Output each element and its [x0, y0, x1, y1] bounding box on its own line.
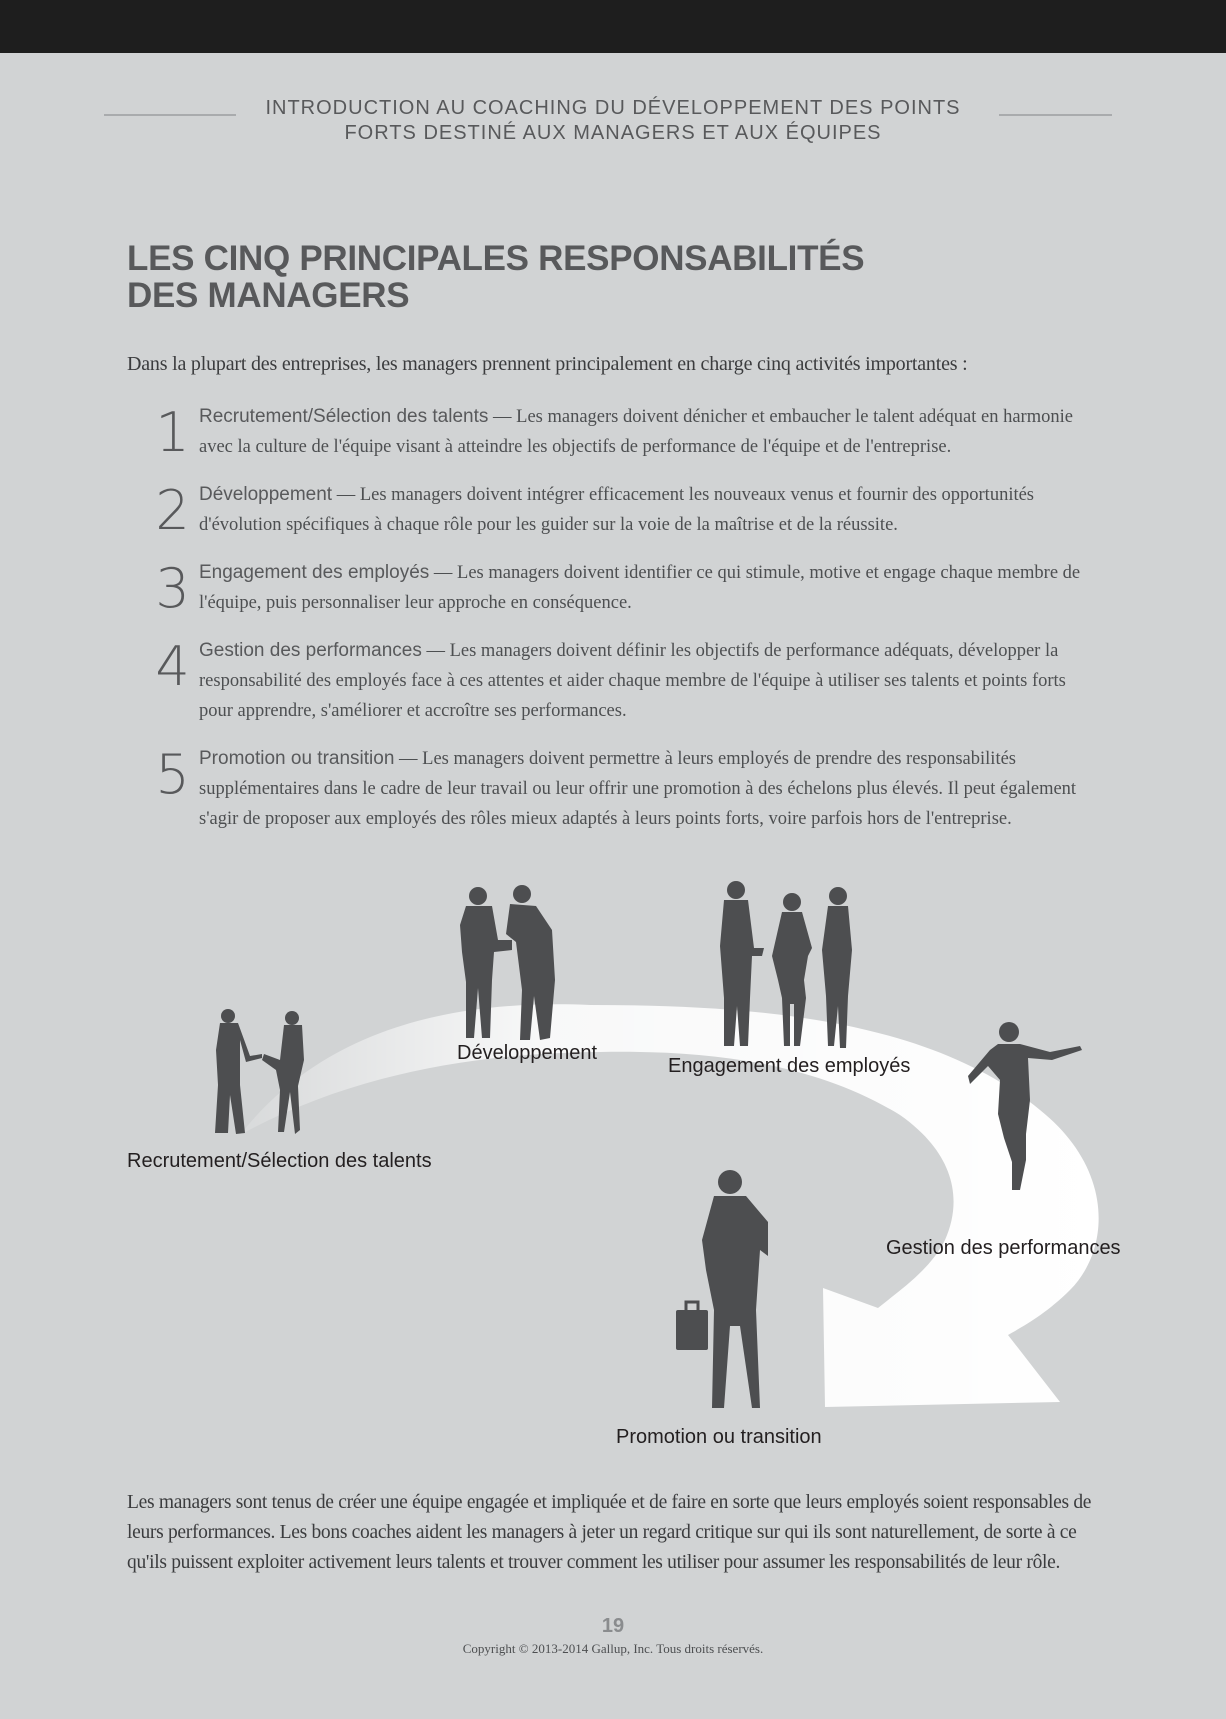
item-text [199, 402, 1099, 462]
page-title [127, 240, 864, 314]
item-number: 5 [155, 743, 190, 806]
header-rule-left [104, 114, 236, 116]
running-header-line1: INTRODUCTION AU COACHING DU DÉVELOPPEMENT DES POINTS [265, 97, 961, 119]
item-description: — Les managers doivent dénicher et embaucher le talent adéquat en harmonie avec la culture de l'équipe visant à atteindre les objectifs de performance de l'équipe et de l'entreprise. [199, 407, 1073, 457]
diagram-label-performance: Gestion des performances [886, 1237, 1121, 1259]
item-number: 1 [155, 401, 190, 464]
closing-paragraph: Les managers sont tenus de créer une équipe engagée et impliquée et de faire en sorte que leurs employés soient responsables de leurs performances. Les bons coaches aident les managers à jeter un regard critique sur qui ils sont naturellement, de sorte à ce qu'ils puissent exploiter activement leurs talents et trouver comment les utiliser pour assumer les responsabilités de leur rôle. [127, 1492, 1092, 1573]
item-number: 4 [155, 635, 190, 698]
item-description: — Les managers doivent identifier ce qui stimule, motive et engage chaque membre de l'équipe, puis personnaliser leur approche en conséquence. [199, 563, 1081, 613]
businessman-icon [676, 1170, 768, 1408]
item-text [199, 636, 1099, 726]
item-description: — Les managers doivent permettre à leurs employés de prendre des responsabilités supplémentaires dans le cadre de leur travail ou leur offrir une promotion à des échelons plus élevés. Il peut également s'agir de proposer aux employés des rôles mieux adaptés à leurs points forts, voire parfois hors de l'entreprise. [199, 749, 1077, 829]
running-header [250, 96, 976, 146]
top-bar [0, 0, 1226, 53]
diagram-label-engagement: Engagement des employés [668, 1055, 911, 1077]
item-heading: Promotion ou transition [199, 748, 395, 769]
item-text [199, 744, 1099, 834]
item-number: 2 [155, 479, 190, 542]
item-heading: Développement [199, 484, 333, 505]
item-description: — Les managers doivent intégrer efficacement les nouveaux venus et fournir des opportunités d'évolution spécifiques à chaque rôle pour les guider sur la voie de la maîtrise et de la réussite. [199, 485, 1035, 535]
page-title-line1: LES CINQ PRINCIPALES RESPONSABILITÉS [127, 239, 865, 278]
item-heading: Gestion des performances [199, 640, 422, 661]
item-heading: Recrutement/Sélection des talents [199, 406, 489, 427]
intro-paragraph: Dans la plupart des entreprises, les managers prennent principalement en charge cinq activités importantes : [127, 353, 968, 375]
diagram-label-recruitment: Recrutement/Sélection des talents [127, 1150, 432, 1172]
item-text [199, 558, 1099, 618]
item-heading: Engagement des employés [199, 562, 430, 583]
team-icon [720, 881, 852, 1048]
item-text [199, 480, 1099, 540]
diagram-label-promotion: Promotion ou transition [616, 1426, 822, 1448]
running-header-line2: FORTS DESTINÉ AUX MANAGERS ET AUX ÉQUIPES [344, 122, 882, 144]
item-number: 3 [155, 557, 190, 620]
copyright-notice: Copyright © 2013-2014 Gallup, Inc. Tous droits réservés. [462, 1641, 764, 1656]
item-description: — Les managers doivent définir les objectifs de performance adéquats, développer la responsabilité des employés face à ces attentes et aider chaque membre de l'équipe à utiliser ses talents et points forts pour apprendre, s'améliorer et accroître ses performances. [199, 641, 1066, 721]
header-rule-right [999, 114, 1112, 116]
responsibilities-diagram [0, 870, 1226, 1470]
page-number: 19 [601, 1615, 625, 1637]
diagram-label-development: Développement [457, 1042, 598, 1064]
page-title-line2: DES MANAGERS [127, 276, 410, 315]
